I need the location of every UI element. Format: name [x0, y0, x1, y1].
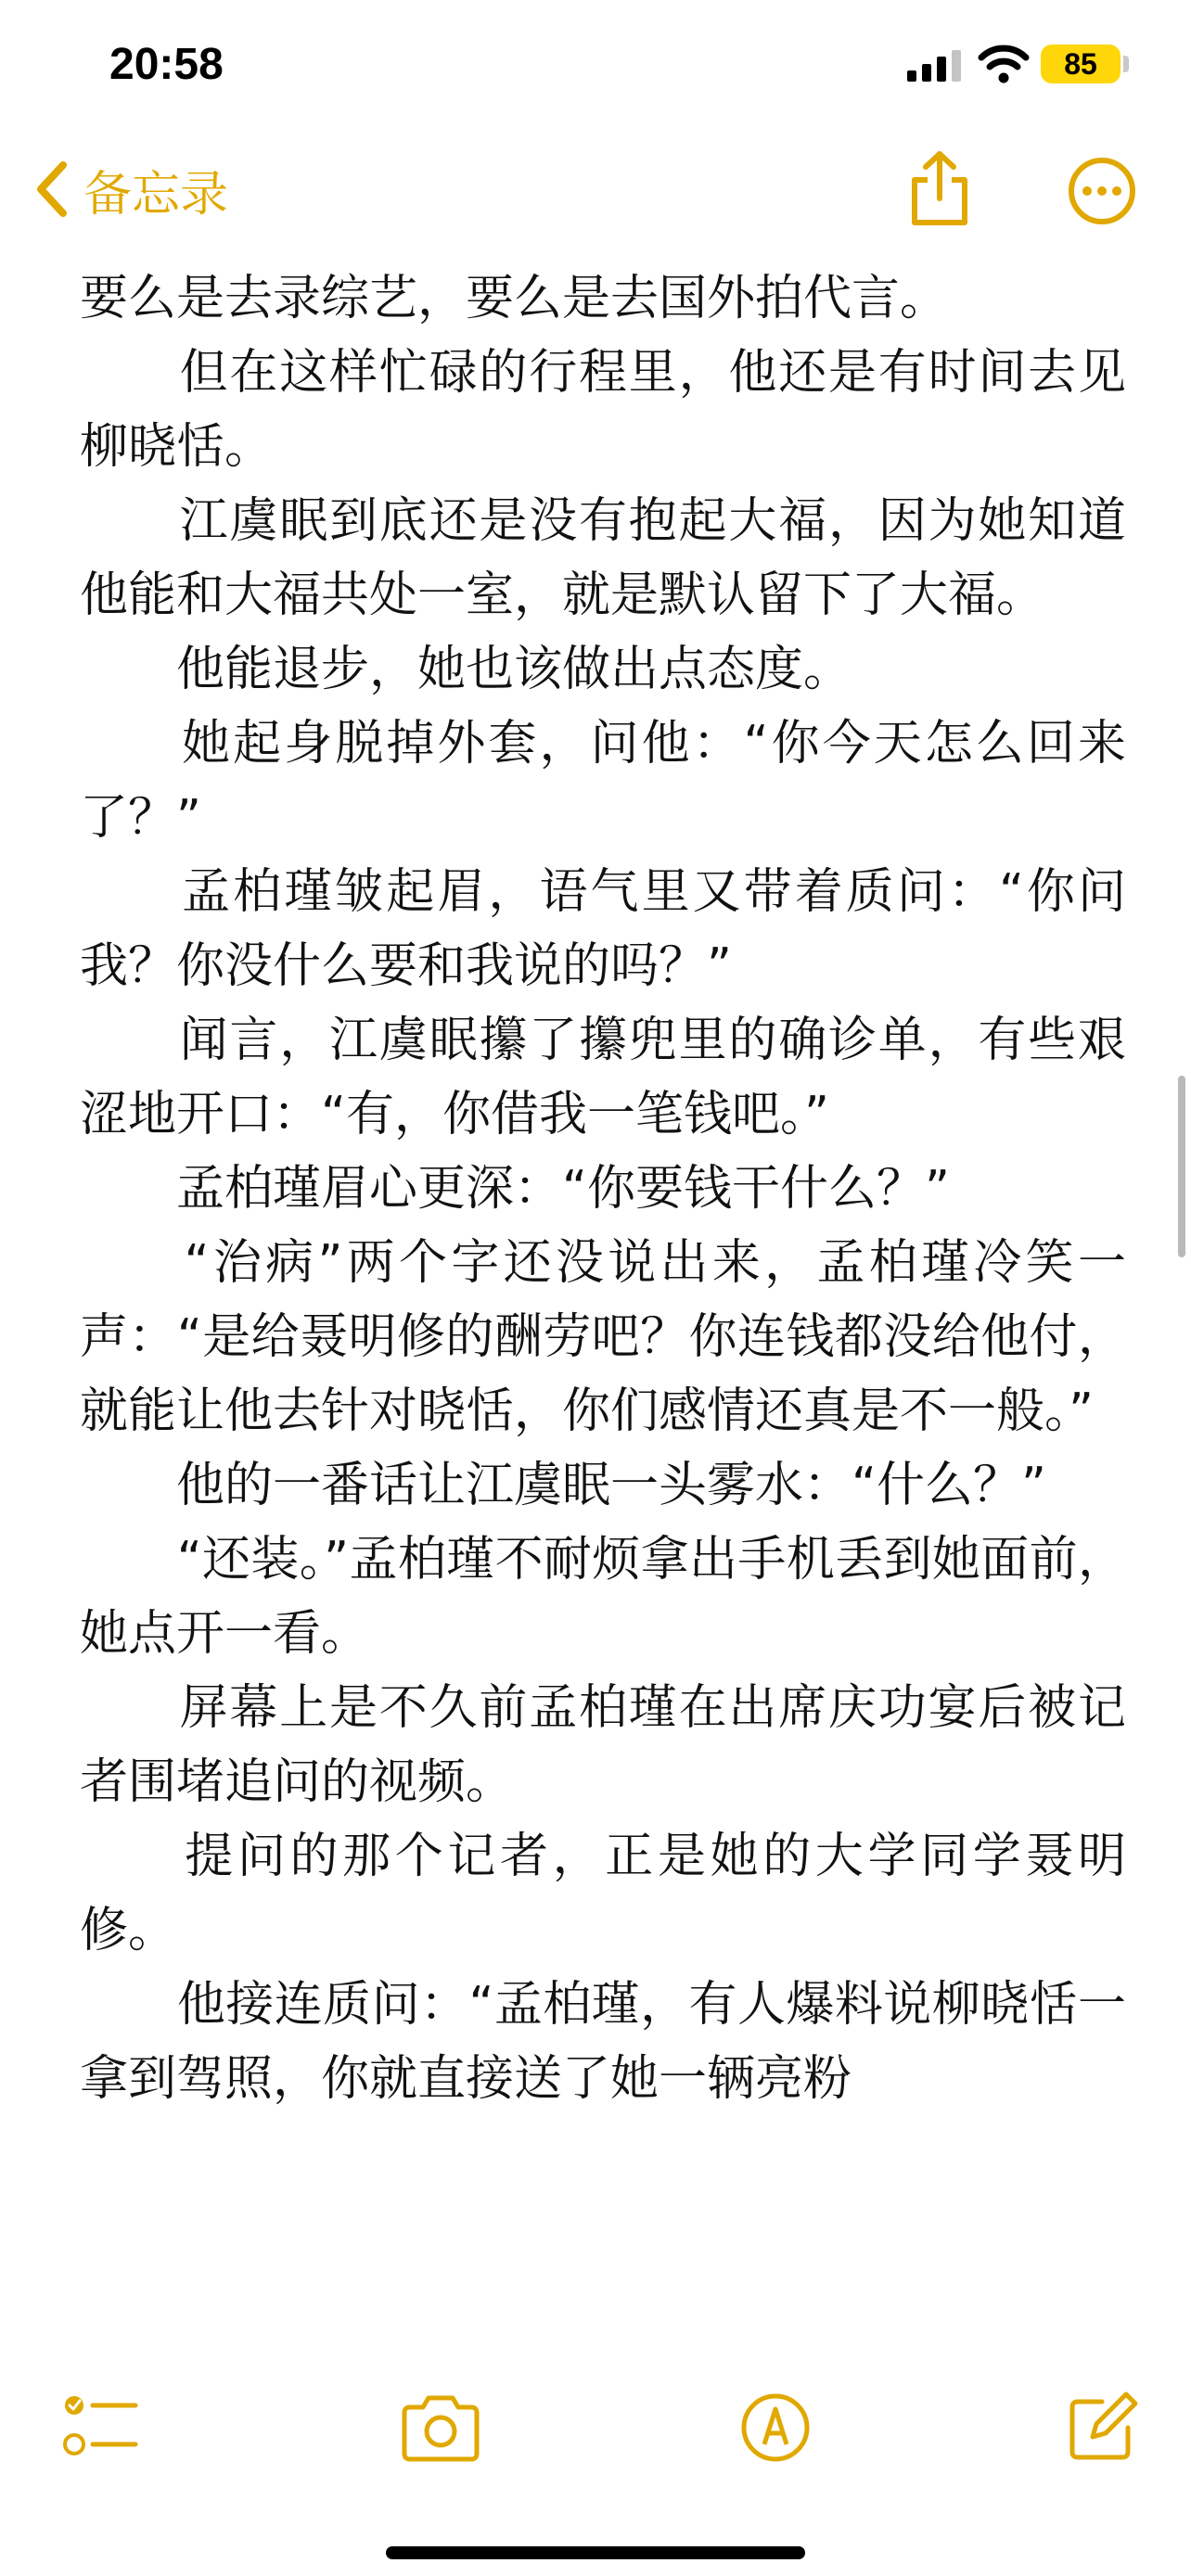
bottom-toolbar [0, 2374, 1191, 2485]
share-icon[interactable] [907, 150, 972, 228]
battery-level: 85 [1041, 45, 1121, 83]
checklist-icon[interactable] [61, 2391, 139, 2465]
note-paragraph: 他能退步，她也该做出点态度。 [80, 642, 852, 697]
note-paragraph: 他接连质问：“孟柏瑾，有人爆料说柳晓恬一拿到驾照，你就直接送了她一辆亮粉 [80, 1977, 1126, 2107]
note-paragraph: 提问的那个记者，正是她的大学同学聂明修。 [80, 1829, 1126, 1958]
note-paragraph: 江虞眠到底还是没有抱起大福，因为她知道他能和大福共处一室，就是默认留下了大福。 [80, 493, 1126, 623]
scrollbar[interactable] [1178, 1076, 1185, 1257]
home-indicator[interactable] [386, 2546, 805, 2559]
note-paragraph: 他的一番话让江虞眠一头雾水：“什么？” [80, 1458, 1046, 1513]
back-label: 备忘录 [83, 166, 229, 223]
back-button[interactable] [33, 159, 229, 223]
scrolled-text-ghost [80, 4, 1135, 70]
status-time: 20:58 [109, 40, 224, 89]
note-paragraph: 她起身脱掉外套，问他：“你今天怎么回来了？” [80, 716, 1126, 846]
note-paragraph: 闻言，江虞眠攥了攥兜里的确诊单，有些艰涩地开口：“有，你借我一笔钱吧。” [80, 1013, 1126, 1142]
note-paragraph: 孟柏瑾眉心更深：“你要钱干什么？” [80, 1161, 950, 1217]
note-paragraph: 屏幕上是不久前孟柏瑾在出席庆功宴后被记者围堵追问的视频。 [80, 1680, 1126, 1810]
note-paragraph: 孟柏瑾皱起眉，语气里又带着质问：“你问我？你没什么要和我说的吗？” [80, 864, 1126, 994]
compose-icon[interactable] [1065, 2391, 1139, 2465]
pen-tip-icon[interactable] [738, 2391, 813, 2465]
ellipsis-circle-icon[interactable] [1067, 156, 1137, 226]
note-paragraph: 要么是去录综艺，要么是去国外拍代言。 [80, 271, 949, 326]
note-paragraph: “还装。”孟柏瑾不耐烦拿出手机丢到她面前，她点开一看。 [80, 1532, 1126, 1662]
nav-bar [0, 139, 1191, 241]
note-body[interactable] [80, 261, 1126, 2116]
note-paragraph: 但在这样忙碌的行程里，他还是有时间去见柳晓恬。 [80, 345, 1126, 475]
note-paragraph: “治病”两个字还没说出来，孟柏瑾冷笑一声：“是给聂明修的酬劳吧？你连钱都没给他付，就能让他去针对晓恬，你们感情还真是不一般。” [80, 1235, 1126, 1439]
chevron-left-icon [33, 159, 70, 219]
camera-icon[interactable] [399, 2391, 482, 2465]
